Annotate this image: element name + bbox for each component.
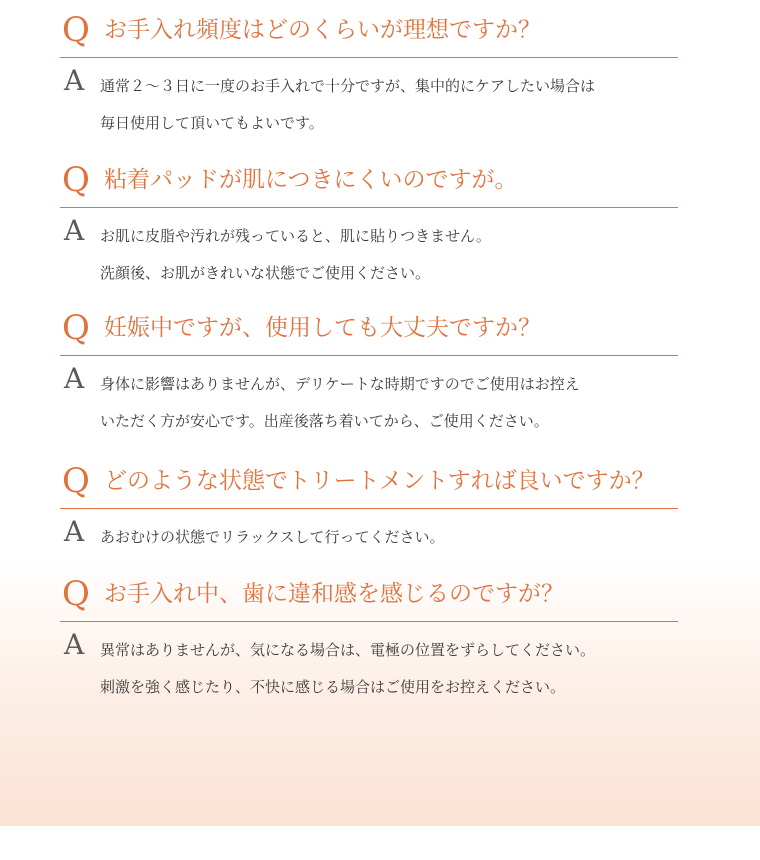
question-row bbox=[60, 10, 720, 50]
faq-item bbox=[60, 308, 720, 440]
answer-text bbox=[100, 214, 720, 292]
answer-line: いただく方が安心です。出産後落ち着いてから、ご使用ください。 bbox=[100, 412, 549, 430]
answer-line: お肌に皮脂や汚れが残っていると、肌に貼りつきません。 bbox=[100, 227, 491, 245]
question-divider bbox=[60, 621, 678, 622]
faq-item bbox=[60, 574, 720, 706]
answer-row bbox=[60, 628, 720, 706]
answer-line: 洗顔後、お肌がきれいな状態でご使用ください。 bbox=[100, 264, 431, 282]
answer-line: 異常はありませんが、気になる場合は、電極の位置をずらしてください。 bbox=[100, 641, 596, 659]
question-row bbox=[60, 461, 720, 501]
question-text: どのような状態でトリートメントすれば良いですか？ bbox=[104, 468, 655, 494]
question-divider bbox=[60, 355, 678, 356]
answer-row bbox=[60, 214, 720, 292]
answer-text bbox=[100, 515, 720, 556]
question-row bbox=[60, 574, 720, 614]
answer-line: 刺激を強く感じたり、不快に感じる場合はご使用をお控えください。 bbox=[100, 678, 566, 696]
answer-row bbox=[60, 362, 720, 440]
answer-line: 通常２〜３日に一度のお手入れで十分ですが、集中的にケアしたい場合は bbox=[100, 77, 596, 95]
q-mark: Q bbox=[62, 160, 90, 200]
answer-row bbox=[60, 64, 720, 142]
a-mark: A bbox=[64, 515, 85, 548]
q-mark: Q bbox=[62, 308, 90, 348]
q-mark: Q bbox=[62, 10, 90, 50]
question-divider bbox=[60, 508, 678, 509]
a-mark: A bbox=[64, 214, 85, 247]
question-row bbox=[60, 308, 720, 348]
answer-line: 身体に影響はありませんが、デリケートな時期ですのでご使用はお控え bbox=[100, 375, 580, 393]
a-mark: A bbox=[64, 64, 85, 97]
answer-line: 毎日使用して頂いてもよいです。 bbox=[100, 114, 324, 132]
faq-item bbox=[60, 461, 720, 556]
faq-item bbox=[60, 160, 720, 292]
question-row bbox=[60, 160, 720, 200]
question-text: お手入れ頻度はどのくらいが理想ですか？ bbox=[104, 17, 541, 43]
answer-text bbox=[100, 64, 720, 142]
faq-item bbox=[60, 10, 720, 142]
q-mark: Q bbox=[62, 461, 90, 501]
answer-row bbox=[60, 515, 720, 556]
a-mark: A bbox=[64, 628, 85, 661]
question-divider bbox=[60, 57, 678, 58]
question-text: 粘着パッドが肌につきにくいのですが。 bbox=[104, 167, 518, 193]
a-mark: A bbox=[64, 362, 85, 395]
question-text: お手入れ中、歯に違和感を感じるのですが？ bbox=[104, 581, 564, 607]
answer-line: あおむけの状態でリラックスして行ってください。 bbox=[100, 528, 445, 546]
q-mark: Q bbox=[62, 574, 90, 614]
answer-text bbox=[100, 628, 720, 706]
answer-text bbox=[100, 362, 720, 440]
question-text: 妊娠中ですが、使用しても大丈夫ですか？ bbox=[104, 315, 541, 341]
page-footer-space bbox=[0, 826, 760, 860]
question-divider bbox=[60, 207, 678, 208]
